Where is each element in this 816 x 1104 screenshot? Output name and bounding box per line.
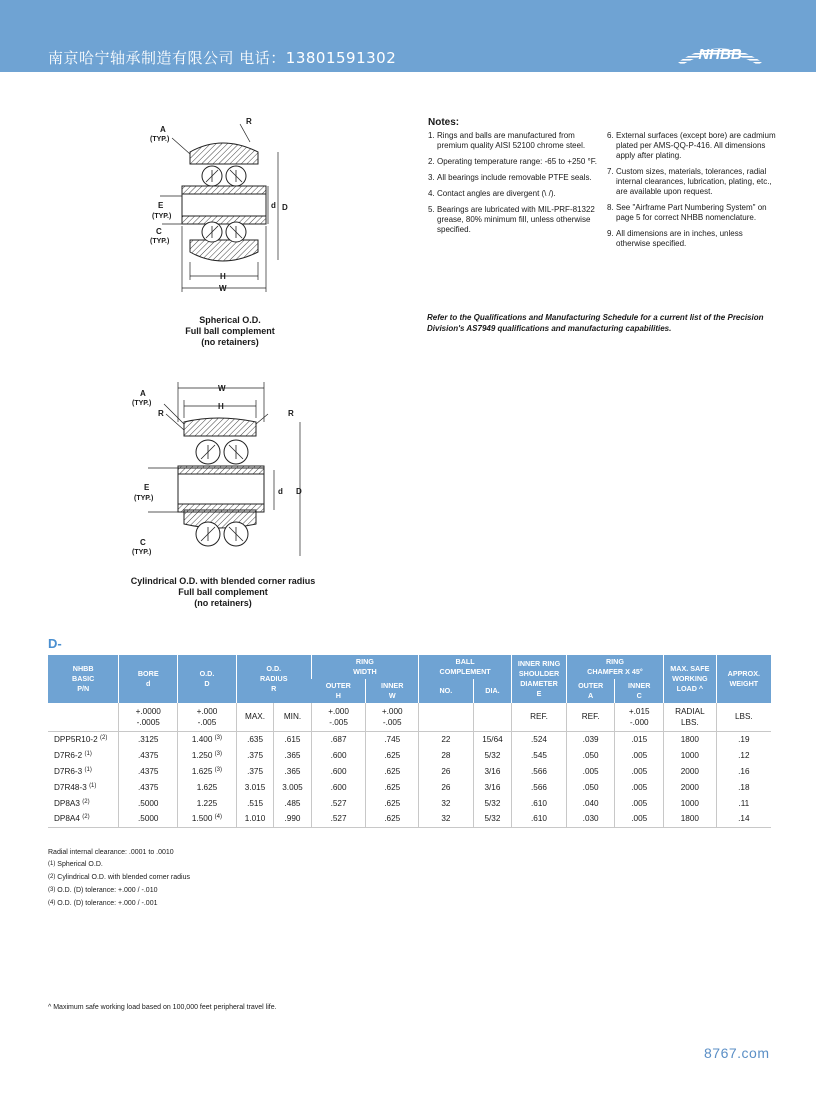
company-contact: 南京哈宁轴承制造有限公司 电话：13801591302 — [48, 49, 397, 67]
note-item: 6. External surfaces (except bore) are cadmium plated per AMS-QQ-P-416. All dimensions apply after plating. — [607, 131, 776, 160]
note-item: 1. Rings and balls are manufactured from premium quality AISI 52100 chrome steel. — [428, 131, 586, 150]
cell-rmin: .990 — [274, 811, 311, 827]
table-tolerance-row: +.0000 -.0005 +.000 -.005 MAX. MIN. +.000 -.005 +.000 -.005 REF. REF. +.015 -.000 RADIAL LBS. LBS. — [48, 703, 771, 731]
cell-od: 1.225 — [178, 795, 237, 811]
diagram1-caption: Spherical O.D. Full ball complement (no retainers) — [185, 315, 275, 347]
cell-a: .050 — [566, 747, 615, 763]
cell-od: 1.500 $^{(4)}$ — [178, 811, 237, 827]
cell-pn: D7R48-3 $^{(1)}$ — [54, 782, 97, 792]
header-ring-width: RING WIDTH — [311, 655, 418, 679]
cell-weight: .11 — [716, 795, 771, 811]
cell-c: .005 — [615, 811, 664, 827]
table-row — [48, 779, 771, 795]
label-c-typ: (TYP.) — [132, 549, 152, 556]
diagram2-caption: Cylindrical O.D. with blended corner radius Full ball complement (no retainers) — [130, 576, 316, 608]
cell-rmax: .515 — [236, 795, 273, 811]
cell-c: .005 — [615, 763, 664, 779]
label-a: A — [140, 389, 146, 398]
logo-text: NHBB — [698, 46, 742, 63]
cell-c: .015 — [615, 731, 664, 747]
cell-rmin: 3.005 — [274, 779, 311, 795]
cell-dia: 5/32 — [473, 795, 511, 811]
qualifications-reference: Refer to the Qualifications and Manufacturing Schedule for a current list of the Precision Division's AS7949 qualifications and manufacturing capabilities. — [427, 313, 764, 333]
label-r-left: R — [158, 409, 164, 418]
page-header — [0, 0, 816, 72]
cell-e: .566 — [512, 763, 567, 779]
cell-od: 1.625 — [178, 779, 237, 795]
cell-pn: DP8A4 $^{(2)}$ — [48, 811, 119, 827]
cell-h: .527 — [311, 795, 366, 811]
note-item: 5. Bearings are lubricated with MIL-PRF-81322 grease, 80% minimum fill, unless otherwise specified. — [428, 205, 595, 234]
note-item: 9. All dimensions are in inches, unless otherwise specified. — [607, 229, 743, 248]
cell-e: .545 — [512, 747, 567, 763]
footnote-clearance: Radial internal clearance: .0001 to .0010 — [48, 849, 174, 856]
header-ring-chamfer: RING CHAMFER X 45° — [566, 655, 663, 679]
cell-load: 1800 — [664, 731, 717, 747]
cell-c: .005 — [615, 795, 664, 811]
cell-no: 26 — [419, 779, 474, 795]
cell-w: .625 — [366, 795, 419, 811]
cell-e: .610 — [512, 795, 567, 811]
table-row — [48, 747, 771, 763]
cell-rmin: .485 — [274, 795, 311, 811]
table-row — [48, 763, 771, 779]
cell-no: 28 — [419, 747, 474, 763]
cell-c: .005 — [615, 747, 664, 763]
footnote-2: $^{(2)}$ Cylindrical O.D. with blended corner radius — [48, 874, 190, 881]
nhbb-logo — [672, 38, 768, 66]
header-inner-c: INNER C — [615, 679, 664, 703]
header-bore: BORE d — [119, 655, 178, 703]
label-c-typ: (TYP.) — [150, 238, 170, 245]
cell-bore: .5000 — [119, 811, 178, 827]
diagram-spherical-od — [140, 112, 310, 308]
cell-od: 1.250 $^{(3)}$ — [178, 747, 237, 763]
label-e-typ: (TYP.) — [152, 213, 172, 220]
note-item: 2. Operating temperature range: -65 to +250 °F. — [428, 157, 597, 166]
label-r: R — [246, 117, 252, 126]
cell-weight: .19 — [716, 731, 771, 747]
notes-section — [428, 118, 778, 255]
header-outer-a: OUTER A — [566, 679, 615, 703]
header-od-radius: O.D. RADIUS R — [236, 655, 311, 703]
cell-w: .745 — [366, 731, 419, 747]
cell-pn: DPP5R10-2 $^{(2)}$ — [54, 734, 108, 744]
cell-h: .687 — [311, 731, 366, 747]
cell-c: .005 — [615, 779, 664, 795]
label-e-typ: (TYP.) — [134, 495, 154, 502]
cell-bore: .4375 — [119, 763, 178, 779]
cell-dia: 3/16 — [473, 779, 511, 795]
notes-left-column — [428, 131, 599, 255]
cell-dia: 15/64 — [473, 731, 511, 747]
cell-rmax: .635 — [236, 731, 273, 747]
table-body — [48, 731, 771, 827]
label-c: C — [140, 538, 146, 547]
header-inner-w: INNER W — [366, 679, 419, 703]
cell-w: .625 — [366, 779, 419, 795]
label-e: E — [144, 483, 150, 492]
cell-load: 1000 — [664, 795, 717, 811]
label-d-od: D — [296, 487, 302, 496]
table-row — [48, 811, 771, 827]
footnote-4: $^{(4)}$ O.D. (D) tolerance: +.000 / -.001 — [48, 900, 158, 907]
cell-no: 22 — [419, 731, 474, 747]
cell-bore: .4375 — [119, 779, 178, 795]
cell-pn: D7R6-3 $^{(1)}$ — [54, 766, 92, 776]
label-a-typ: (TYP.) — [150, 136, 170, 143]
cell-a: .040 — [566, 795, 615, 811]
label-d-od: D — [282, 203, 288, 212]
label-r-right: R — [288, 409, 294, 418]
cell-dia: 5/32 — [473, 811, 511, 827]
cell-e: .566 — [512, 779, 567, 795]
cell-w: .625 — [366, 747, 419, 763]
cell-w: .625 — [366, 763, 419, 779]
cell-rmin: .365 — [274, 763, 311, 779]
cell-h: .600 — [311, 747, 366, 763]
footnote-3: $^{(3)}$ O.D. (D) tolerance: +.000 / -.010 — [48, 887, 158, 894]
cell-weight: .16 — [716, 763, 771, 779]
diagram-cylindrical-od — [128, 378, 314, 574]
cell-load: 1000 — [664, 747, 717, 763]
bearing-spec-table — [48, 655, 771, 828]
cell-rmax: .375 — [236, 763, 273, 779]
header-dia: DIA. — [473, 679, 511, 703]
cell-od: 1.625 $^{(3)}$ — [178, 763, 237, 779]
header-shoulder-diameter: INNER RING SHOULDER DIAMETER E — [512, 655, 567, 703]
label-w: W — [218, 384, 226, 393]
cell-rmax: 3.015 — [236, 779, 273, 795]
header-weight: APPROX. WEIGHT — [716, 655, 771, 703]
cell-rmin: .615 — [274, 731, 311, 747]
cell-load: 2000 — [664, 763, 717, 779]
notes-right-column — [607, 131, 778, 255]
table-row — [48, 795, 771, 811]
label-a: A — [160, 125, 166, 134]
cell-w: .625 — [366, 811, 419, 827]
header-no: NO. — [419, 679, 474, 703]
label-h: H — [218, 402, 224, 411]
cell-dia: 3/16 — [473, 763, 511, 779]
header-load: MAX. SAFE WORKING LOAD ^ — [664, 655, 717, 703]
cell-no: 26 — [419, 763, 474, 779]
cell-pn: D7R6-2 $^{(1)}$ — [54, 750, 92, 760]
label-c: C — [156, 227, 162, 236]
cell-load: 1800 — [664, 811, 717, 827]
cell-a: .039 — [566, 731, 615, 747]
note-item: 8. See "Airframe Part Numbering System" on page 5 for correct NHBB nomenclature. — [607, 203, 767, 222]
cell-no: 32 — [419, 795, 474, 811]
cell-h: .527 — [311, 811, 366, 827]
cell-rmax: .375 — [236, 747, 273, 763]
cell-weight: .12 — [716, 747, 771, 763]
cell-rmax: 1.010 — [236, 811, 273, 827]
footnote-load: ^ Maximum safe working load based on 100,000 feet peripheral travel life. — [48, 1004, 277, 1011]
cell-rmin: .365 — [274, 747, 311, 763]
header-outer-h: OUTER H — [311, 679, 366, 703]
table-header-row — [48, 655, 771, 679]
cell-no: 32 — [419, 811, 474, 827]
note-item: 4. Contact angles are divergent (\ /). — [428, 189, 556, 198]
cell-od: 1.400 $^{(3)}$ — [178, 731, 237, 747]
cell-a: .030 — [566, 811, 615, 827]
section-label: D- — [48, 636, 62, 651]
cell-bore: .3125 — [119, 731, 178, 747]
cell-pn: DP8A3 $^{(2)}$ — [54, 798, 90, 808]
footnote-1: $^{(1)}$ Spherical O.D. — [48, 861, 103, 868]
note-item: 7. Custom sizes, materials, tolerances, radial internal clearances, lubrication, plating, etc., are available upon request. — [607, 167, 772, 196]
label-a-typ: (TYP.) — [132, 400, 152, 407]
cell-dia: 5/32 — [473, 747, 511, 763]
site-watermark: 8767.com — [704, 1045, 770, 1061]
label-h: H — [220, 272, 226, 281]
cell-load: 2000 — [664, 779, 717, 795]
cell-a: .005 — [566, 763, 615, 779]
header-pn: NHBB BASIC P/N — [48, 655, 119, 703]
label-w: W — [219, 284, 227, 293]
note-item: 3. All bearings include removable PTFE seals. — [428, 173, 592, 182]
label-d-bore: d — [271, 201, 276, 210]
cell-e: .524 — [512, 731, 567, 747]
cell-e: .610 — [512, 811, 567, 827]
label-e: E — [158, 201, 164, 210]
table-row — [48, 731, 771, 747]
label-d-bore: d — [278, 487, 283, 496]
header-od: O.D. D — [178, 655, 237, 703]
cell-a: .050 — [566, 779, 615, 795]
cell-weight: .18 — [716, 779, 771, 795]
cell-h: .600 — [311, 779, 366, 795]
cell-weight: .14 — [716, 811, 771, 827]
notes-title: Notes: — [428, 117, 460, 128]
cell-bore: .4375 — [119, 747, 178, 763]
header-ball-complement: BALL COMPLEMENT — [419, 655, 512, 679]
cell-bore: .5000 — [119, 795, 178, 811]
cell-h: .600 — [311, 763, 366, 779]
